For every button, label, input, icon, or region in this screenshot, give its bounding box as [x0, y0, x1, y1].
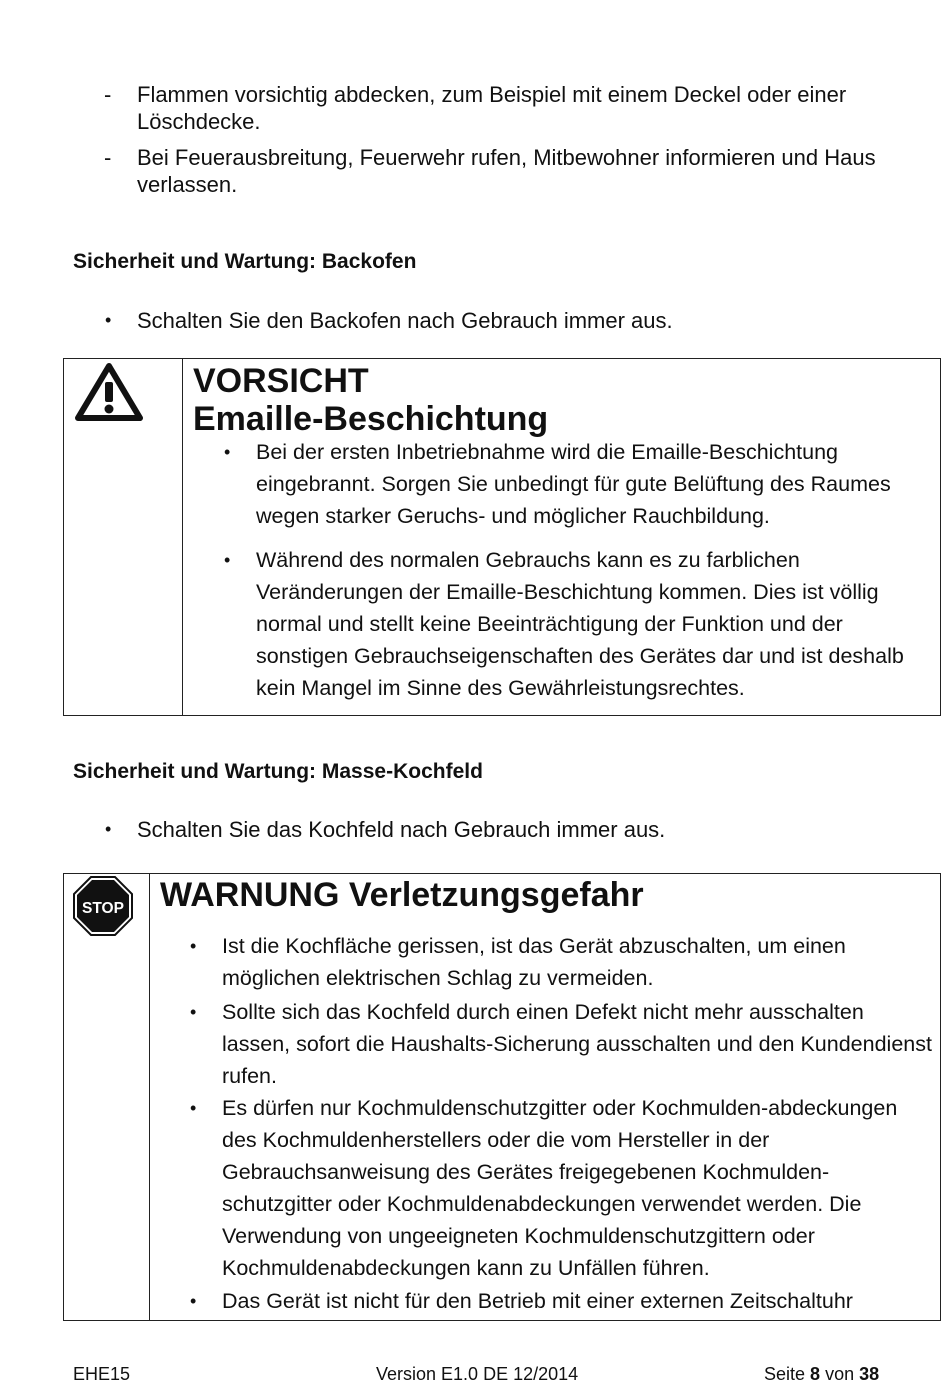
bullet-text: Es dürfen nur Kochmuldenschutzgitter oder Kochmulden-abdeckungen des Kochmuldenherstellers oder die vom Hersteller in der Gebrauchsanweisung des Gerätes freigegebenen Kochmulden-schutzgitter oder Kochmuldenabdeckungen verwendet werden. Die Verwendung von ungeeigneten Kochmuldenschutzgittern oder Kochmuldenabdeckungen kann zu Unfällen führen. [222, 1096, 898, 1280]
dash-symbol: - [104, 82, 112, 107]
list-item [190, 930, 937, 994]
list-item [190, 996, 937, 1092]
bullet-symbol: • [105, 819, 112, 839]
footer-page-prefix: Seite [764, 1364, 806, 1384]
list-item [190, 1285, 937, 1317]
dash-text: Flammen vorsichtig abdecken, zum Beispiel mit einem Deckel oder einer Löschdecke. [137, 82, 847, 134]
dash-item [0, 144, 950, 198]
bullet-text: Ist die Kochfläche gerissen, ist das Gerät abzuschalten, um einen möglichen elektrischen Schlag zu vermeiden. [222, 934, 846, 990]
caution-box [63, 358, 941, 716]
bullet-symbol: • [190, 1002, 197, 1022]
dash-text: Bei Feuerausbreitung, Feuerwehr rufen, Mitbewohner informieren und Haus verlassen. [137, 145, 876, 197]
warning-triangle-icon [74, 362, 144, 427]
dash-symbol: - [104, 145, 112, 170]
box-divider [182, 359, 183, 715]
bullet-text: Schalten Sie das Kochfeld nach Gebrauch immer aus. [137, 817, 666, 842]
bullet-text: Bei der ersten Inbetriebnahme wird die Emaille-Beschichtung eingebrannt. Sorgen Sie unbedingt für gute Belüftung des Raumes wegen starker Geruchs- und möglicher Rauchbildung. [256, 440, 891, 528]
list-item [190, 1092, 937, 1284]
footer-page-total: 38 [859, 1364, 880, 1384]
footer-version: Version E1.0 DE 12/2014 [376, 1364, 579, 1384]
list-item [224, 544, 936, 704]
footer-model: EHE15 [73, 1364, 131, 1384]
bullet-symbol: • [190, 1098, 197, 1118]
footer-page-sep: von [825, 1364, 855, 1384]
stop-sign-icon [72, 875, 134, 942]
caution-title [193, 362, 548, 438]
bullet-text: Das Gerät ist nicht für den Betrieb mit einer externen Zeitschaltuhr [222, 1289, 853, 1313]
footer-page-info [764, 1364, 879, 1385]
bullet-symbol: • [190, 936, 197, 956]
bullet-text: Während des normalen Gebrauchs kann es zu farblichen Veränderungen der Emaille-Beschichtung kommen. Dies ist völlig normal und stellt keine Beeinträchtigung der Funktion und der sonstigen Gebrauchseigenschaften des Gerätes dar und ist deshalb kein Mangel im Sinne des Gewährleistungsrechtes. [256, 548, 904, 700]
box-divider [149, 874, 150, 1320]
warning-title: WARNUNG Verletzungsgefahr [160, 876, 644, 914]
bullet-symbol: • [105, 310, 112, 330]
bullet-symbol: • [190, 1291, 197, 1311]
section-heading-kochfeld: Sicherheit und Wartung: Masse-Kochfeld [73, 760, 483, 783]
bullet-text: Sollte sich das Kochfeld durch einen Defekt nicht mehr ausschalten lassen, sofort die Haushalts-Sicherung ausschalten und den Kundendienst rufen. [222, 1000, 932, 1088]
dash-item [0, 81, 950, 135]
warning-box [63, 873, 941, 1321]
caution-title-line1: VORSICHT [193, 362, 369, 400]
section-heading-backofen: Sicherheit und Wartung: Backofen [73, 250, 417, 273]
list-item [224, 436, 936, 532]
footer-page-number: 8 [810, 1364, 821, 1384]
stop-sign-label: STOP [82, 900, 125, 917]
bullet-text: Schalten Sie den Backofen nach Gebrauch immer aus. [137, 308, 673, 333]
bullet-symbol: • [224, 550, 231, 570]
bullet-symbol: • [224, 442, 231, 462]
caution-title-line2: Emaille-Beschichtung [193, 400, 549, 438]
